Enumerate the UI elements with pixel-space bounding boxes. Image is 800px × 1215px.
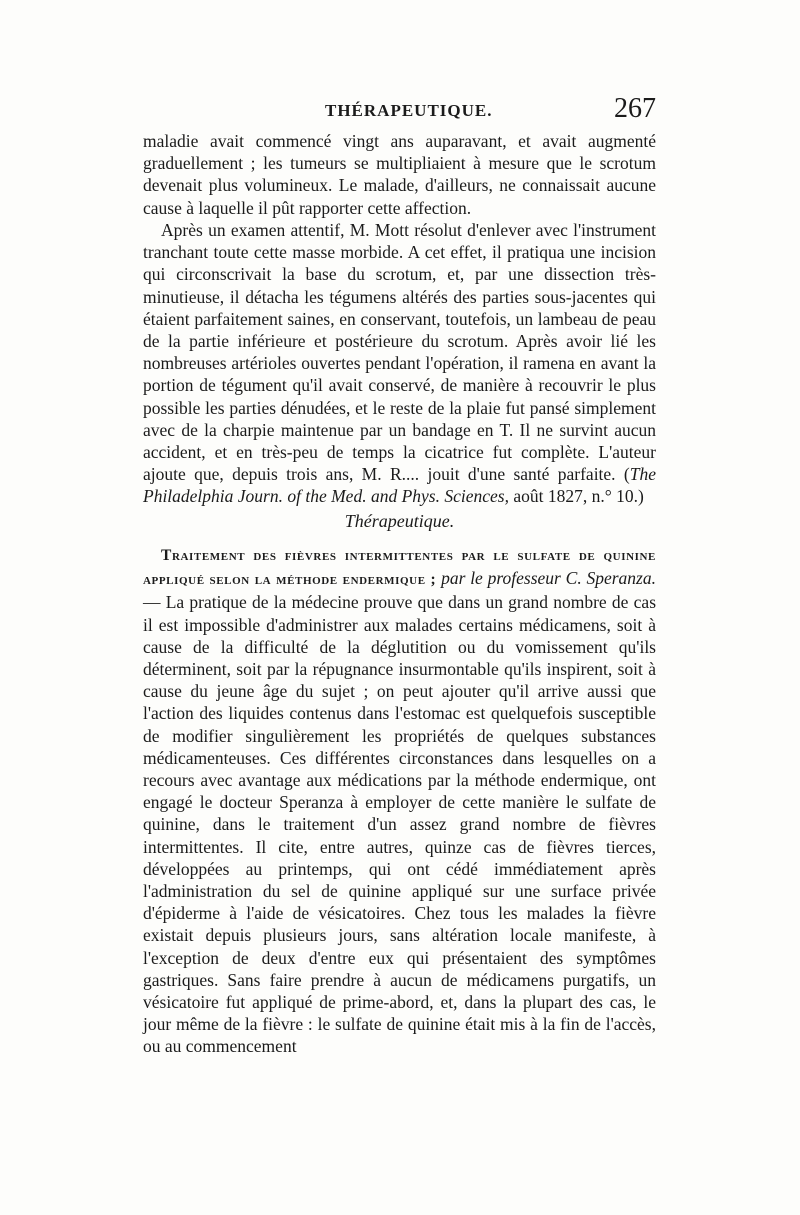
em-dash-separator: — [143, 592, 166, 613]
article-heading: Traitement des fièvres intermittentes par le sulfate de quinine appliqué selon la méthode endermique ; [143, 547, 656, 589]
page-header [143, 93, 656, 129]
paragraph-operation-text: Après un examen attentif, M. Mott résolut d'enlever avec l'instrument tranchant toute cette masse morbide. A cet effet, il pratiqua une incision qui circonscrivait la base du scrotum, et, par une dissection très-minutieuse, il détacha les tégumens altérés des parties sous-jacentes qui étaient parfaitement saines, en conservant, toutefois, un lambeau de peau de la partie inférieure et postérieure du scrotum. Après avoir lié les nombreuses artérioles ouvertes pendant l'opération, il ramena en avant la portion de tégument qu'il avait conservé, de manière à recouvrir le plus possible les parties dénudées, et le reste de la plaie fut pansé simplement avec de la charpie maintenue par un bandage en T. Il ne survint aucun accident, et en très-peu de temps la cicatrice fut complète. L'auteur ajoute que, depuis trois ans, M. R.... jouit d'une santé parfaite. ( [143, 220, 656, 485]
running-title: THÉRAPEUTIQUE. [325, 101, 493, 120]
paragraph-treatment [143, 543, 656, 1058]
citation-journal: The Philadelphia Journ. of the Med. and Phys. Sciences, [143, 464, 656, 507]
page-number: 267 [614, 93, 656, 124]
citation-date: août 1827, n.° 10.) [508, 486, 644, 507]
article-author: par le professeur C. Speranza. [436, 568, 656, 589]
paragraph-treatment-text: La pratique de la médecine prouve que dans un grand nombre de cas il est impossible d'administrer aux malades certains médicamens, soit à cause de la difficulté de la déglutition ou du vomissement qu'ils déterminent, soit par la répugnance insurmontable qu'ils inspirent, soit à cause du jeune âge du sujet ; on peut ajouter qu'il arrive aussi que l'action des liquides contenus dans l'estomac est quelquefois susceptible de modifier singulièrement les propriétés de quelques substances médicamenteuses. Ces différentes circonstances dans lesquelles on a recours avec avantage aux médications par la méthode endermique, ont engagé le docteur Speranza à employer de cette manière le sulfate de quinine, dans le traitement d'un assez grand nombre de fièvres intermittentes. Il cite, entre autres, quinze cas de fièvres tierces, développées au printemps, qui ont cédé immédiatement après l'administration du sel de quinine appliqué sur une surface privée d'épiderme à l'aide de vésicatoires. Chez tous les malades la fièvre existait depuis plusieurs jours, sans altération locale manifeste, à l'exception de deux d'entre eux qui présentaient des symptômes gastriques. Sans faire prendre à aucun de médicamens purgatifs, un vésicatoire fut appliqué de prime-abord, et, dans la plupart des cas, le jour même de la fièvre : le sulfate de quinine était mis à la fin de l'accès, ou au commencement [143, 592, 657, 1057]
paragraph-operation [143, 219, 656, 508]
section-title: Thérapeutique. [344, 511, 455, 531]
paragraph-continuation: maladie avait commencé vingt ans auparavant, et avait augmenté graduellement ; les tumeurs se multipliaient à mesure que le scrotum devenait plus volumineux. Le malade, d'ailleurs, ne connaissait aucune cause à laquelle il pût rapporter cette affection. [143, 131, 656, 218]
